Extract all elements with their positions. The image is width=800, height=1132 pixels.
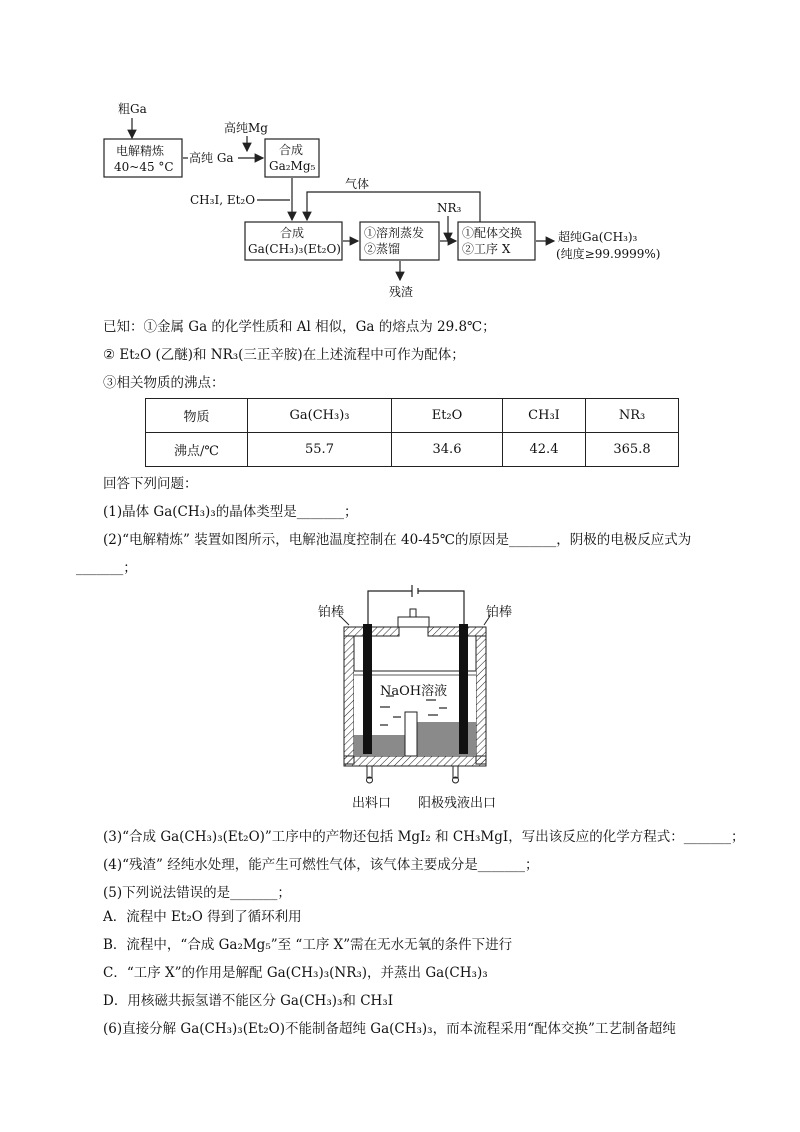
table-cell: 42.4 — [503, 433, 586, 467]
option-c: C．“工序 X”的作用是解配 Ga(CH₃)₃(NR₃)，并蒸出 Ga(CH₃)₃ — [103, 965, 488, 981]
table-cell: 物质 — [146, 399, 248, 433]
questions-intro: 回答下列问题： — [103, 476, 198, 492]
lid-center — [398, 617, 429, 627]
label-nr3: NR₃ — [437, 201, 462, 215]
box-electro-text2: 40~45 °C — [114, 160, 174, 174]
label-outlet-right: 阳极残液出口 — [418, 796, 497, 811]
box-synth1-text2: Ga₂Mg₅ — [269, 159, 316, 173]
label-high-pure-ga: 高纯 Ga — [189, 151, 234, 165]
question-3: (3)“合成 Ga(CH₃)₃(Et₂O)”工序中的产物还包括 MgI₂ 和 CH₃MgI，写出该反应的化学方程式：_______； — [103, 829, 745, 845]
electrode-left — [363, 624, 372, 754]
label-high-pure-mg: 高纯Mg — [224, 121, 268, 135]
table-row — [146, 433, 679, 467]
box-electro-text1: 电解精炼 — [116, 144, 165, 158]
label-reagents: CH₃I, Et₂O — [190, 193, 256, 207]
option-b: B．流程中，“合成 Ga₂Mg₅”至 “工序 X”需在无水无氧的条件下进行 — [103, 937, 513, 953]
partition — [405, 712, 417, 756]
outlets — [367, 766, 459, 783]
box-evap-text1: ①溶剂蒸发 — [364, 226, 425, 240]
box-synth2-text2: Ga(CH₃)₃(Et₂O) — [248, 242, 341, 256]
boiling-point-table — [145, 398, 679, 467]
box-synth1-text1: 合成 — [279, 143, 304, 157]
question-4: (4)“残渣” 经纯水处理，能产生可燃性气体，该气体主要成分是_______； — [103, 857, 539, 873]
box-evap-text2: ②蒸馏 — [364, 242, 401, 256]
table-cell: CH₃I — [503, 399, 586, 433]
known-line-2: ② Et₂O (乙醚)和 NR₃(三正辛胺)在上述流程中可作为配体； — [103, 347, 465, 363]
box-synth2-text1: 合成 — [280, 226, 305, 240]
question-5: (5)下列说法错误的是_______； — [103, 885, 291, 901]
label-right-electrode: 铂棒 — [486, 605, 513, 620]
table-header-row — [146, 399, 679, 433]
label-solution: NaOH溶液 — [380, 684, 448, 699]
table-cell: 55.7 — [248, 433, 392, 467]
known-line-1: 已知：①金属 Ga 的化学性质和 Al 相似，Ga 的熔点为 29.8℃； — [103, 319, 496, 335]
option-d: D．用核磁共振氢谱不能区分 Ga(CH₃)₃和 CH₃I — [103, 993, 394, 1009]
table-cell: Et₂O — [392, 399, 503, 433]
question-2-line1: (2)“电解精炼” 装置如图所示，电解池温度控制在 40-45℃的原因是_______，阴极的电极反应式为 — [103, 532, 692, 548]
table-cell: NR₃ — [586, 399, 679, 433]
electrolysis-apparatus — [0, 575, 800, 815]
option-a: A．流程中 Et₂O 得到了循环利用 — [103, 909, 302, 925]
question-2-line2: _______； — [76, 560, 137, 576]
process-flowchart — [0, 0, 800, 305]
lid-right — [428, 627, 486, 636]
known-line-3: ③相关物质的沸点： — [103, 375, 225, 391]
wall-left — [344, 636, 354, 764]
electrode-right — [459, 624, 468, 754]
box-ligand-text2: ②工序 X — [462, 242, 511, 256]
label-gas: 气体 — [345, 177, 370, 191]
label-left-electrode: 铂棒 — [318, 605, 345, 620]
wall-bottom — [344, 756, 486, 766]
gallium-left — [354, 735, 405, 756]
question-6: (6)直接分解 Ga(CH₃)₃(Et₂O)不能制备超纯 Ga(CH₃)₃，而本流程采用“配体交换”工艺制备超纯 — [103, 1021, 676, 1037]
label-residue: 残渣 — [389, 285, 414, 299]
power-circuit — [368, 585, 464, 625]
label-purity: (纯度≥99.9999%) — [556, 247, 661, 261]
label-outlet-left: 出料口 — [352, 796, 392, 811]
table-cell: 365.8 — [586, 433, 679, 467]
table-cell: Ga(CH₃)₃ — [248, 399, 392, 433]
wall-right — [476, 636, 486, 764]
box-ligand-text1: ①配体交换 — [462, 226, 523, 240]
table-cell: 34.6 — [392, 433, 503, 467]
table-cell: 沸点/℃ — [146, 433, 248, 467]
label-crude-ga: 粗Ga — [118, 102, 147, 116]
question-1: (1)晶体 Ga(CH₃)₃的晶体类型是_______； — [103, 504, 358, 520]
label-product: 超纯Ga(CH₃)₃ — [558, 230, 638, 244]
